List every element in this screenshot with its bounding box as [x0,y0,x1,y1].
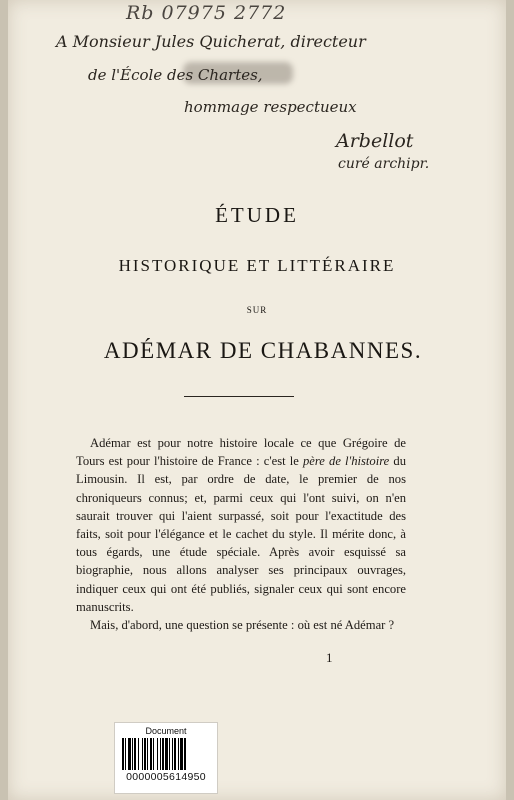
signature-title: curé archipr. [338,156,430,172]
paragraph-1 [76,434,406,616]
subtitle: HISTORIQUE ET LITTÉRAIRE [118,256,396,275]
barcode-bar [178,738,179,770]
barcode-bar [174,738,176,770]
paragraph-1-start: Adémar est pour notre histoire locale ce que Grégoire de Tours est pour l'histoire de France : c'est le [76,436,406,469]
barcode-number: 0000005614950 [126,771,206,783]
barcode-bar [138,738,139,770]
barcode-bar [144,738,146,770]
handwritten-signature: Arbellot [336,130,414,152]
page-number: 1 [326,650,333,665]
shelfmark-annotation: Rb 07975 2772 [126,2,287,24]
author-heading: ADÉMAR DE CHABANNES. [103,338,423,363]
barcode-bar [184,738,186,770]
barcode-bar [134,738,136,770]
barcode-label: Document [145,726,187,736]
dedication-line-1: A Monsieur Jules Quicherat, directeur [56,32,366,51]
paragraph-1-end: du Limousin. Il est, par ordre de date, le premier de nos chroniqueurs connus; et, parmi ceux qui l'ont suivi, on n'en saurait trouver qui l'aient surpassé, soit pour l'exactitude des faits, soit pour l'élégance et le cachet du style. Il mérite donc, à tous égards, une étude spéciale. Après avoir esquissé sa biographie, nous allons analyser ses principaux ouvrages, indiquer ceux qui ont été publiés, signaler ceux qui sont encore manuscrits. [76,454,406,614]
barcode-bar [157,738,158,770]
paragraph-2: Mais, d'abord, une question se présente : où est né Adémar ? [90,618,395,633]
barcode-bar [169,738,170,770]
dedication-line-3: hommage respectueux [184,98,357,116]
barcode-bar [162,738,164,770]
barcode-bar [142,738,143,770]
barcode-icon [121,738,211,770]
barcode-bar [180,738,183,770]
barcode-bar [147,738,148,770]
divider-rule [184,396,294,397]
body-text [76,434,406,634]
barcode-bar [153,738,154,770]
book-page [8,0,506,800]
title: ÉTUDE [215,203,299,227]
barcode-bar [125,738,126,770]
barcode-sticker [114,722,218,794]
barcode-bar [150,738,152,770]
barcode-bar [165,738,168,770]
barcode-bar [122,738,124,770]
barcode-bar [160,738,161,770]
barcode-bar [172,738,173,770]
emphasis-phrase: père de l'histoire [302,454,390,469]
dedication-line-2: de l'École des Chartes, [88,66,263,84]
title-preposition: SUR [246,305,268,315]
barcode-bar [132,738,133,770]
barcode-bar [128,738,131,770]
